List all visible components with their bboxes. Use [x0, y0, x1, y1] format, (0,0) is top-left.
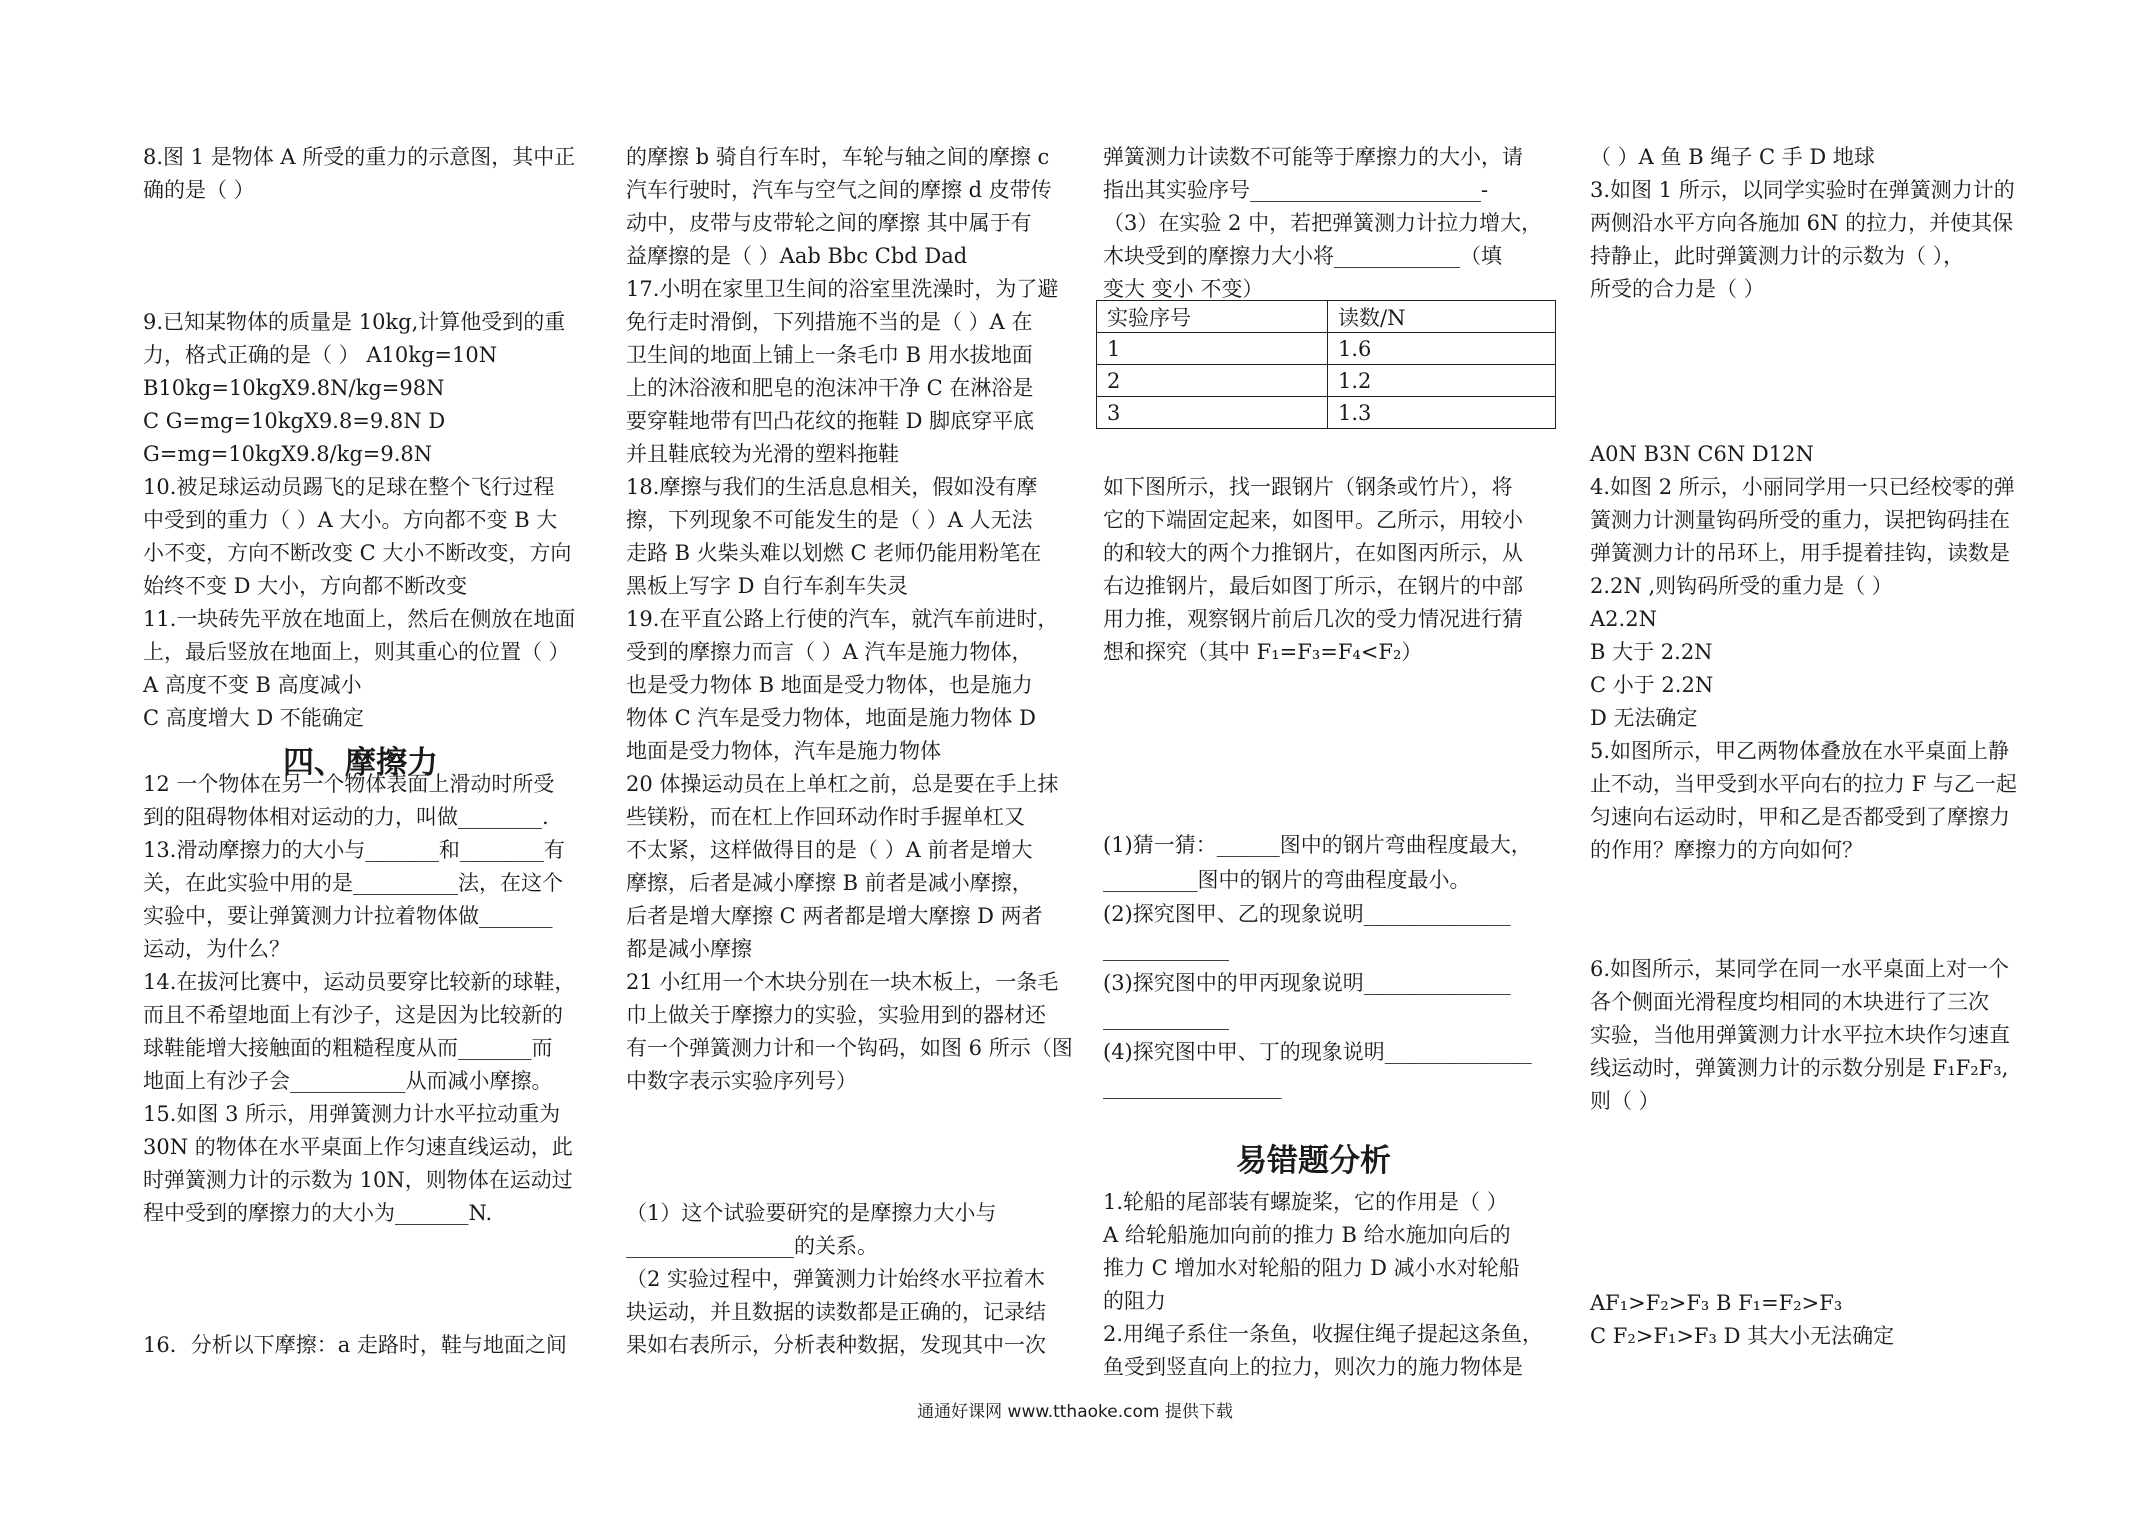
text-line: 3.如图 1 所示，以同学实验时在弹簧测力计的	[1590, 178, 2015, 202]
table-row	[1097, 365, 1556, 397]
text-line: 线运动时，弹簧测力计的示数分别是 F₁F₂F₃,	[1590, 1056, 2009, 1080]
text-line: 12 一个物体在另一个物体表面上滑动时所受	[143, 772, 555, 796]
text-line: 所受的合力是（ ）	[1590, 277, 1765, 301]
text-line: 11.一块砖先平放在地面上，然后在侧放在地面	[143, 607, 576, 631]
text-line: 20 体操运动员在上单杠之前，总是要在手上抹	[626, 772, 1059, 796]
text-line: ____________	[1103, 936, 1229, 961]
text-line: 30N 的物体在水平桌面上作匀速直线运动，此	[143, 1135, 573, 1159]
text-line: 鱼受到竖直向上的拉力，则次力的施力物体是	[1103, 1355, 1523, 1379]
text-line: 的作用？摩擦力的方向如何？	[1590, 838, 1863, 862]
text-line: 也是受力物体 B 地面是受力物体，也是施力	[626, 673, 1033, 697]
text-line: 18.摩擦与我们的生活息息相关，假如没有摩	[626, 475, 1038, 499]
text-line: 受到的摩擦力而言（ ）A 汽车是施力物体，	[626, 640, 1033, 664]
text-line: 推力 C 增加水对轮船的阻力 D 减小水对轮船	[1103, 1256, 1520, 1280]
text-line: 各个侧面光滑程度均相同的木块进行了三次	[1590, 990, 1989, 1014]
text-line: 2.用绳子系住一条鱼，收握住绳子提起这条鱼，	[1103, 1322, 1544, 1346]
text-line: 些镁粉，而在杠上作回环动作时手握单杠又	[626, 805, 1025, 829]
text-line: 汽车行驶时，汽车与空气之间的摩擦 d 皮带传	[626, 178, 1052, 202]
text-line: 簧测力计测量钩码所受的重力，误把钩码挂在	[1590, 508, 2010, 532]
text-line: 17.小明在家里卫生间的浴室里洗澡时，为了避	[626, 277, 1059, 301]
experiment-table	[1096, 300, 1556, 429]
text-line: 弹簧测力计的吊环上，用手提着挂钩，读数是	[1590, 541, 2010, 565]
text-line: 21 小红用一个木块分别在一块木板上，一条毛	[626, 970, 1059, 994]
text-line: C F₂>F₁>F₃ D 其大小无法确定	[1590, 1324, 1895, 1348]
text-line: 块运动，并且数据的读数都是正确的，记录结	[626, 1300, 1046, 1324]
text-line: 匀速向右运动时，甲和乙是否都受到了摩擦力	[1590, 805, 2010, 829]
text-line: 它的下端固定起来，如图甲。乙所示，用较小	[1103, 508, 1523, 532]
text-line: 有一个弹簧测力计和一个钩码，如图 6 所示（图	[626, 1036, 1073, 1060]
text-line: （1）这个试验要研究的是摩擦力大小与	[626, 1201, 997, 1225]
text-line: 小不变，方向不断改变 C 大小不断改变，方向	[143, 541, 572, 565]
table-row	[1097, 333, 1556, 365]
text-line: （3）在实验 2 中，若把弹簧测力计拉力增大，	[1103, 211, 1543, 235]
text-line: ________________的关系。	[626, 1234, 878, 1258]
text-line: A2.2N	[1590, 607, 1657, 631]
text-line: AF₁>F₂>F₃ B F₁=F₂>F₃	[1590, 1291, 1843, 1315]
text-line: (1)猜一猜：______图中的钢片弯曲程度最大，	[1103, 833, 1532, 857]
text-line: （ ）A 鱼 B 绳子 C 手 D 地球	[1590, 145, 1875, 169]
text-line: C 小于 2.2N	[1590, 673, 1714, 697]
text-line: 木块受到的摩擦力大小将____________（填	[1103, 244, 1502, 268]
text-line: _________________	[1103, 1074, 1282, 1099]
text-line: 擦，下列现象不可能发生的是（ ）A 人无法	[626, 508, 1033, 532]
text-line: 上，最后竖放在地面上，则其重心的位置（ ）	[143, 640, 570, 664]
text-line: 的摩擦 b 骑自行车时，车轮与轴之间的摩擦 c	[626, 145, 1050, 169]
text-line: B 大于 2.2N	[1590, 640, 1713, 664]
table-header-cell: 读数/N	[1328, 301, 1556, 333]
text-line: 9.已知某物体的质量是 10kg,计算他受到的重	[143, 310, 566, 334]
text-line: 走路 B 火柴头难以划燃 C 老师仍能用粉笔在	[626, 541, 1042, 565]
table-header-cell: 实验序号	[1097, 301, 1328, 333]
text-line: 的和较大的两个力推钢片，在如图丙所示，从	[1103, 541, 1523, 565]
text-line: 的阻力	[1103, 1289, 1166, 1313]
text-line: 中数字表示实验序列号）	[626, 1069, 857, 1093]
text-line: C 高度增大 D 不能确定	[143, 706, 364, 730]
text-line: 19.在平直公路上行使的汽车，就汽车前进时，	[626, 607, 1059, 631]
table-cell: 1.2	[1328, 365, 1556, 397]
text-line: 确的是（ ）	[143, 178, 255, 202]
text-line: 地面是受力物体，汽车是施力物体	[626, 739, 941, 763]
text-line: ____________	[1103, 1005, 1229, 1030]
table-header-row	[1097, 301, 1556, 333]
table-cell: 3	[1097, 397, 1328, 429]
text-line: 不太紧，这样做得目的是（ ）A 前者是增大	[626, 838, 1033, 862]
table-cell: 1.6	[1328, 333, 1556, 365]
text-line: 实验中，要让弹簧测力计拉着物体做_______	[143, 904, 553, 928]
text-line: 10.被足球运动员踢飞的足球在整个飞行过程	[143, 475, 555, 499]
text-line: 弹簧测力计读数不可能等于摩擦力的大小，请	[1103, 145, 1523, 169]
text-line: 黑板上写字 D 自行车刹车失灵	[626, 574, 909, 598]
table-cell: 1.3	[1328, 397, 1556, 429]
text-line: 15.如图 3 所示，用弹簧测力计水平拉动重为	[143, 1102, 561, 1126]
text-line: 摩擦，后者是减小摩擦 B 前者是减小摩擦，	[626, 871, 1033, 895]
text-line: 动中，皮带与皮带轮之间的摩擦 其中属于有	[626, 211, 1032, 235]
page-footer: 通通好课网 www.tthaoke.com 提供下载	[917, 1402, 1233, 1422]
text-line: (2)探究图甲、乙的现象说明______________	[1103, 902, 1511, 926]
text-line: 6.如图所示，某同学在同一水平桌面上对一个	[1590, 957, 2010, 981]
text-line: _________图中的钢片的弯曲程度最小。	[1103, 867, 1471, 892]
text-line: 中受到的重力（ ）A 大小。方向都不变 B 大	[143, 508, 558, 532]
text-line: 用力推，观察钢片前后几次的受力情况进行猜	[1103, 607, 1523, 631]
text-line: 持静止，此时弹簧测力计的示数为（ ），	[1590, 244, 1965, 268]
text-line: 力，格式正确的是（ ） A10kg=10N	[143, 343, 498, 367]
text-line: 益摩擦的是（ ）Aab Bbc Cbd Dad	[626, 244, 968, 268]
text-line: 始终不变 D 大小，方向都不断改变	[143, 574, 468, 598]
text-line: 巾上做关于摩擦力的实验，实验用到的器材还	[626, 1003, 1046, 1027]
text-line: D 无法确定	[1590, 706, 1698, 730]
text-line: 如下图所示，找一跟钢片（钢条或竹片），将	[1103, 475, 1513, 499]
text-line: 运动，为什么？	[143, 937, 290, 961]
text-line: 卫生间的地面上铺上一条毛巾 B 用水拔地面	[626, 343, 1033, 367]
section-heading-friction: 四、摩擦力	[283, 745, 438, 781]
text-line: （2 实验过程中，弹簧测力计始终水平拉着木	[626, 1267, 1046, 1291]
text-line: 到的阻碍物体相对运动的力，叫做________.	[143, 805, 549, 829]
text-line: A0N B3N C6N D12N	[1590, 442, 1814, 466]
text-line: 5.如图所示，甲乙两物体叠放在水平桌面上静	[1590, 739, 2010, 763]
text-line: 要穿鞋地带有凹凸花纹的拖鞋 D 脚底穿平底	[626, 409, 1035, 433]
text-line: 都是减小摩擦	[626, 937, 752, 961]
text-line: 上的沐浴液和肥皂的泡沫冲干净 C 在淋浴是	[626, 376, 1034, 400]
table-cell: 2	[1097, 365, 1328, 397]
text-line: 1.轮船的尾部装有螺旋桨，它的作用是（ ）	[1103, 1190, 1508, 1214]
text-line: 4.如图 2 所示，小丽同学用一只已经校零的弹	[1590, 475, 2015, 499]
text-line: 14.在拔河比赛中，运动员要穿比较新的球鞋，	[143, 970, 576, 994]
table-cell: 1	[1097, 333, 1328, 365]
text-line: (3)探究图中的甲丙现象说明______________	[1103, 971, 1511, 995]
text-line: 实验，当他用弹簧测力计水平拉木块作匀速直	[1590, 1023, 2010, 1047]
section-heading-error-analysis: 易错题分析	[1236, 1143, 1391, 1179]
text-line: 物体 C 汽车是受力物体，地面是施力物体 D	[626, 706, 1036, 730]
table-row	[1097, 397, 1556, 429]
text-line: 后者是增大摩擦 C 两者都是增大摩擦 D 两者	[626, 904, 1043, 928]
text-line: B10kg=10kgX9.8N/kg=98N	[143, 376, 445, 400]
text-line: 止不动，当甲受到水平向右的拉力 F 与乙一起	[1590, 772, 2017, 796]
text-line: 变大 变小 不变）	[1103, 277, 1264, 301]
text-line: 球鞋能增大接触面的粗糙程度从而_______而	[143, 1036, 553, 1060]
text-line: 13.滑动摩擦力的大小与_______和________有	[143, 838, 565, 862]
text-line: C G=mg=10kgX9.8=9.8N D	[143, 409, 446, 433]
text-line: 果如右表所示，分析表种数据，发现其中一次	[626, 1333, 1046, 1357]
text-line: A 高度不变 B 高度减小	[143, 673, 362, 697]
text-line: A 给轮船施加向前的推力 B 给水施加向后的	[1103, 1223, 1511, 1247]
text-line: 则（ ）	[1590, 1089, 1660, 1113]
text-line: (4)探究图中甲、丁的现象说明______________	[1103, 1040, 1532, 1064]
text-line: 地面上有沙子会___________从而减小摩擦。	[143, 1069, 553, 1093]
text-line: 8.图 1 是物体 A 所受的重力的示意图，其中正	[143, 145, 576, 169]
text-line: 2.2N ,则钩码所受的重力是（ ）	[1590, 574, 1893, 598]
text-line: 想和探究（其中 F₁=F₃=F₄<F₂）	[1103, 640, 1423, 664]
text-line: 右边推钢片，最后如图丁所示，在钢片的中部	[1103, 574, 1523, 598]
text-line: 而且不希望地面上有沙子，这是因为比较新的	[143, 1003, 563, 1027]
text-line: 时弹簧测力计的示数为 10N，则物体在运动过	[143, 1168, 573, 1192]
text-line: G=mg=10kgX9.8/kg=9.8N	[143, 442, 433, 466]
text-line: 两侧沿水平方向各施加 6N 的拉力，并使其保	[1590, 211, 2014, 235]
text-line: 免行走时滑倒，下列措施不当的是（ ）A 在	[626, 310, 1033, 334]
text-line: 关，在此实验中用的是__________法，在这个	[143, 871, 563, 895]
text-line: 程中受到的摩擦力的大小为_______N.	[143, 1201, 493, 1225]
text-line: 指出其实验序号______________________-	[1103, 178, 1489, 202]
text-line: 并且鞋底较为光滑的塑料拖鞋	[626, 442, 899, 466]
text-line: 16．分析以下摩擦：a 走路时，鞋与地面之间	[143, 1333, 567, 1357]
